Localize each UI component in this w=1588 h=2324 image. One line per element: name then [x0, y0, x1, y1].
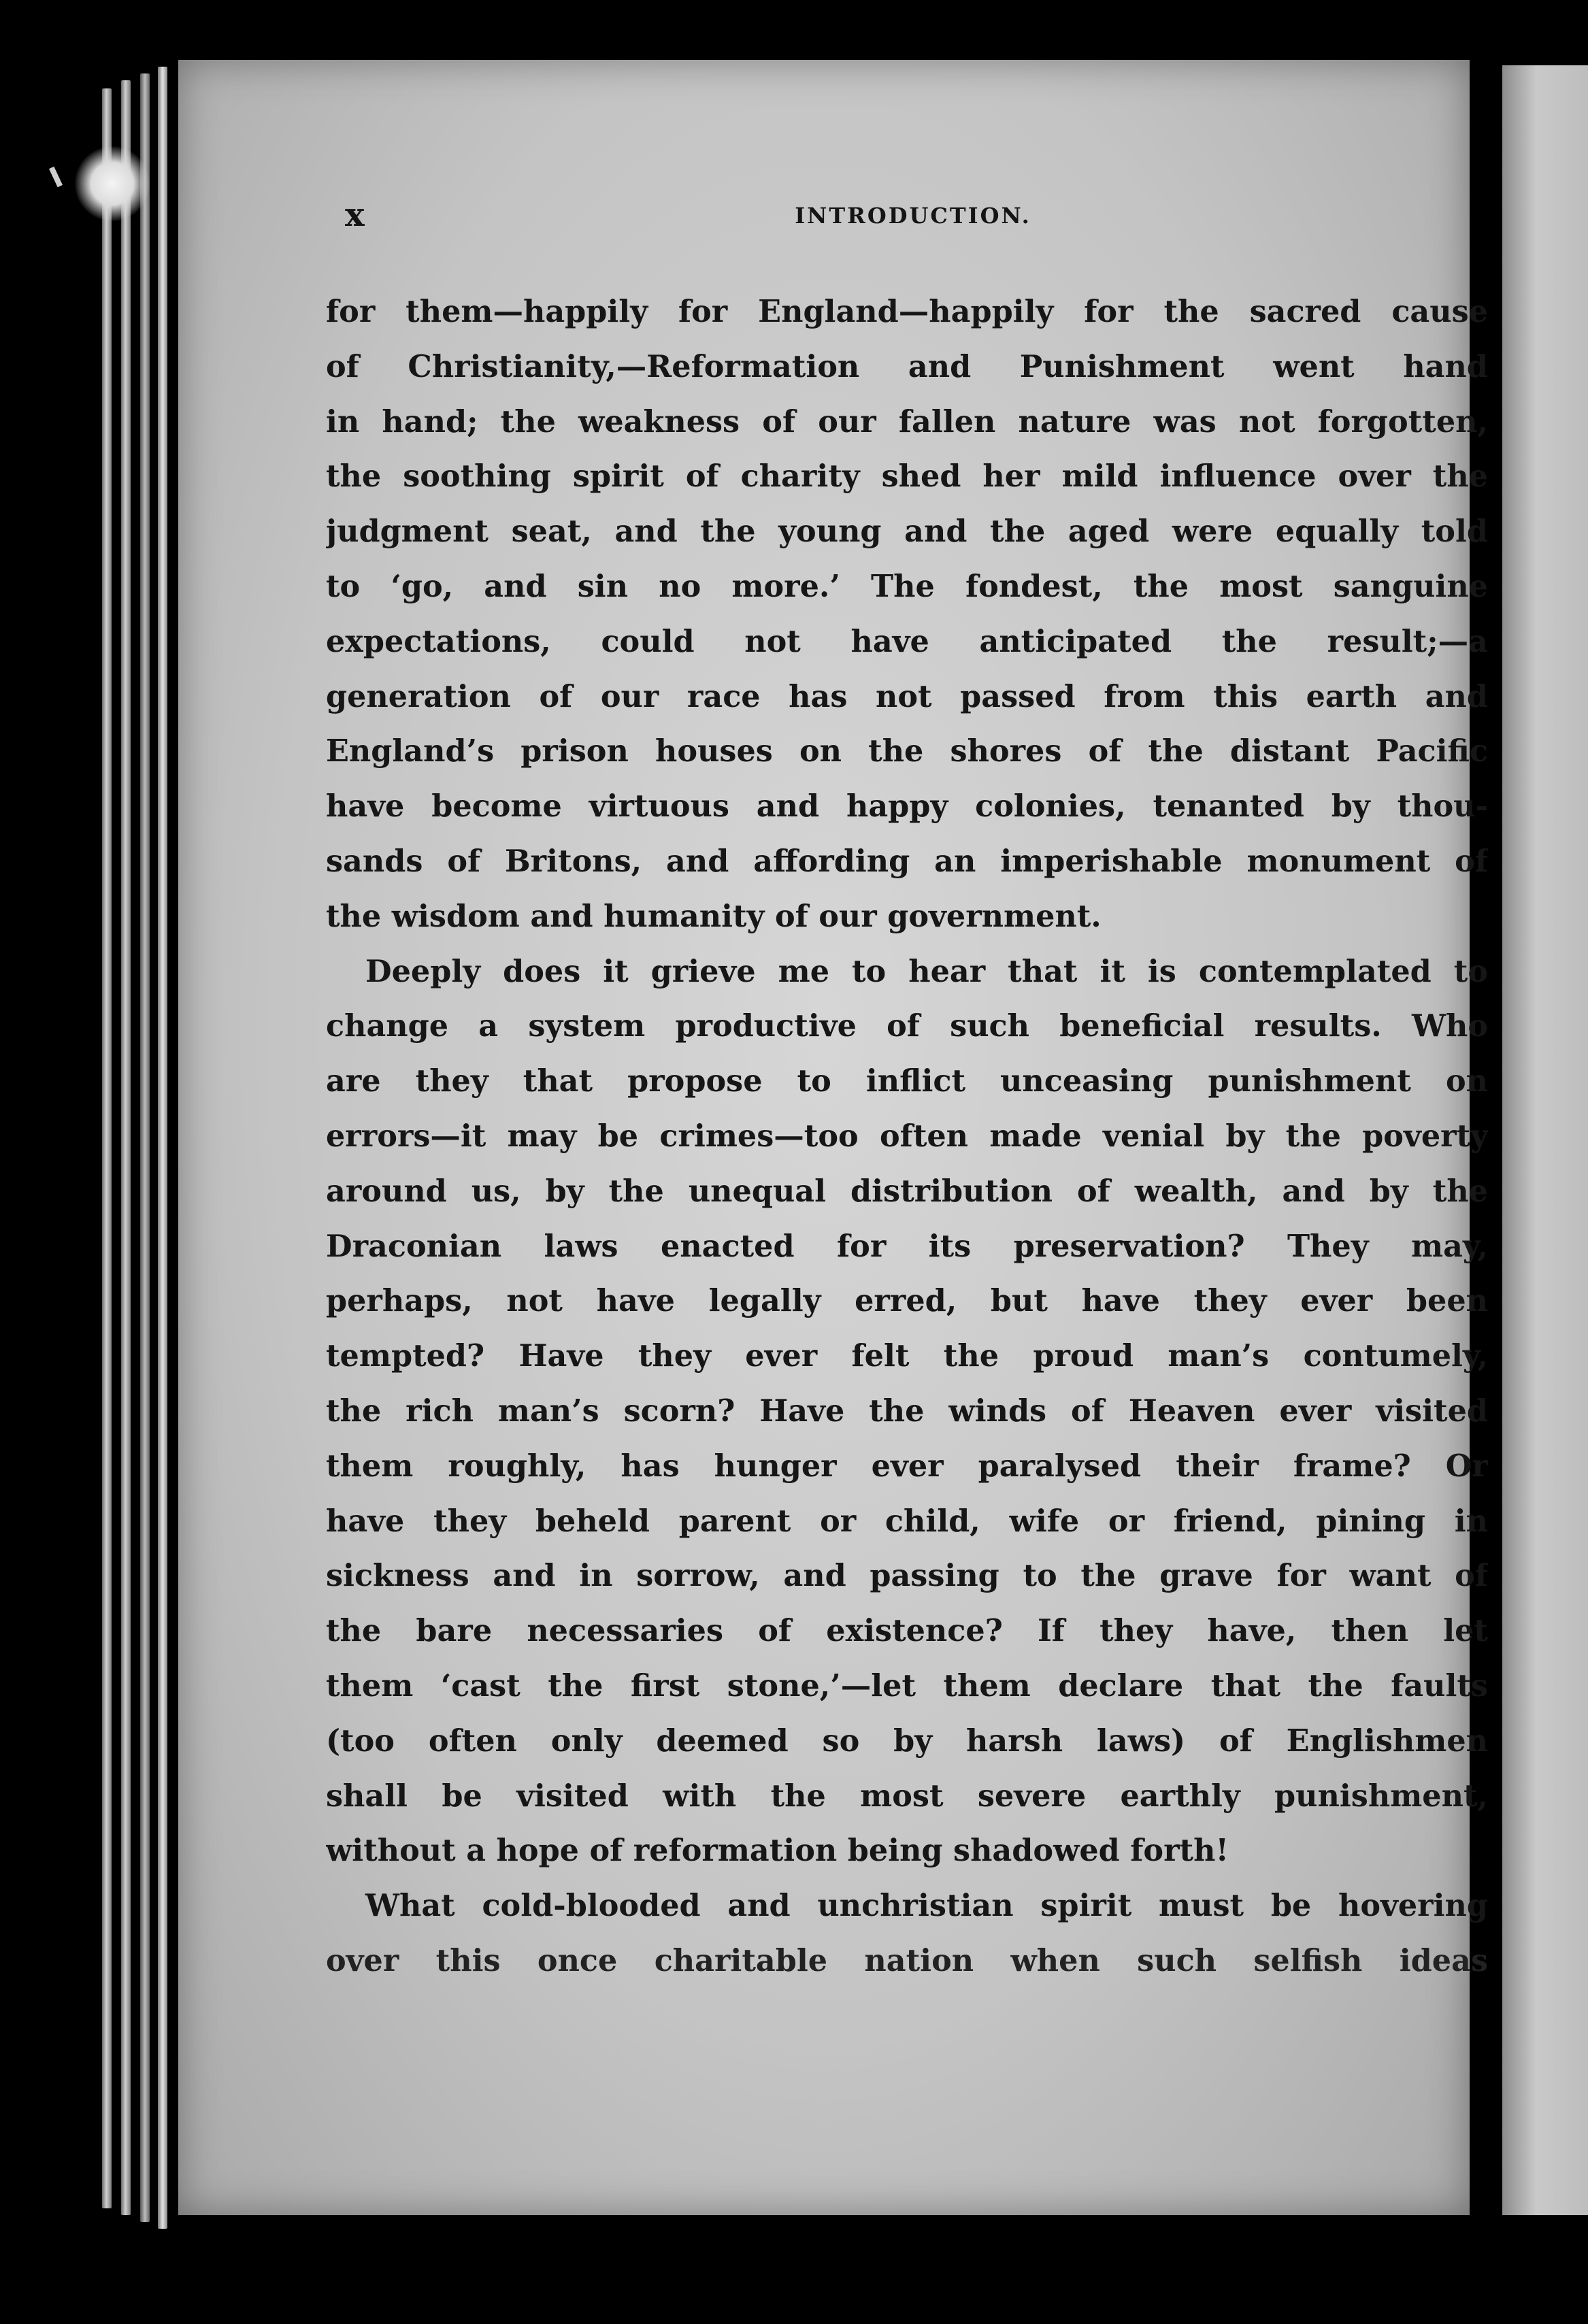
text-line: judgment seat, and the young and the aged were equally told	[326, 514, 1488, 550]
text-line: around us, by the unequal distribution of wealth, and by the	[326, 1173, 1488, 1209]
text-line: them roughly, has hunger ever paralysed their frame? Or	[326, 1448, 1488, 1484]
text-line: the bare necessaries of existence? If they have, then let	[326, 1613, 1488, 1649]
text-line: have become virtuous and happy colonies, tenanted by thou-	[326, 788, 1488, 825]
text-line: over this once charitable nation when such selfish ideas	[326, 1942, 1488, 1978]
text-line: Deeply does it grieve me to hear that it is contemplated to	[365, 953, 1488, 989]
text-line: Draconian laws enacted for its preservation? They may,	[326, 1228, 1488, 1264]
text-line: England’s prison houses on the shores of the distant Pacific	[326, 733, 1488, 769]
body-text	[326, 284, 1488, 1989]
text-line: for them—happily for England—happily for the sacred cause	[326, 294, 1488, 329]
facing-page-edge	[1502, 65, 1588, 2215]
text-line: shall be visited with the most severe earthly punishment,	[326, 1778, 1488, 1814]
text-line: in hand; the weakness of our fallen nature was not forgotten,	[326, 403, 1488, 439]
page-edge	[102, 88, 112, 2208]
text-line: change a system productive of such beneficial results. Who	[326, 1008, 1488, 1044]
text-line: the soothing spirit of charity shed her mild influence over the	[326, 459, 1488, 495]
book-page	[178, 60, 1488, 2215]
text-line: generation of our race has not passed from this earth and	[326, 678, 1488, 714]
paper-blemish	[49, 167, 63, 188]
text-line: sands of Britons, and affording an imperishable monument of	[326, 843, 1488, 879]
running-head	[345, 196, 1481, 237]
text-line: sickness and in sorrow, and passing to the grave for want of	[326, 1558, 1488, 1594]
text-line: errors—it may be crimes—too often made venial by the poverty	[326, 1118, 1488, 1154]
running-title: INTRODUCTION.	[795, 203, 1031, 229]
page-edge	[158, 67, 167, 2229]
text-line: them ‘cast the first stone,’—let them declare that the faults	[326, 1667, 1488, 1704]
text-line: without a hope of reformation being shadowed forth!	[326, 1833, 1229, 1869]
page-edge	[121, 80, 131, 2215]
text-line: to ‘go, and sin no more.’ The fondest, the most sanguine	[326, 568, 1488, 604]
paper-blemish	[75, 146, 150, 221]
page-edge	[140, 73, 150, 2222]
text-line: (too often only deemed so by harsh laws) of Englishmen	[326, 1723, 1488, 1759]
text-line: have they beheld parent or child, wife or friend, pining in	[326, 1503, 1488, 1539]
text-line: What cold-blooded and unchristian spirit must be hovering	[365, 1888, 1488, 1924]
text-line: tempted? Have they ever felt the proud man’s contumely,	[326, 1338, 1488, 1374]
page-number: x	[345, 196, 365, 234]
text-line: the wisdom and humanity of our government.	[326, 898, 1102, 934]
text-line: are they that propose to inflict unceasing punishment on	[326, 1063, 1488, 1099]
text-line: expectations, could not have anticipated the result;—a	[326, 623, 1488, 659]
text-line: of Christianity,—Reformation and Punishment went hand	[326, 348, 1488, 384]
text-line: perhaps, not have legally erred, but have they ever been	[326, 1283, 1488, 1319]
text-line: the rich man’s scorn? Have the winds of Heaven ever visited	[326, 1393, 1488, 1429]
